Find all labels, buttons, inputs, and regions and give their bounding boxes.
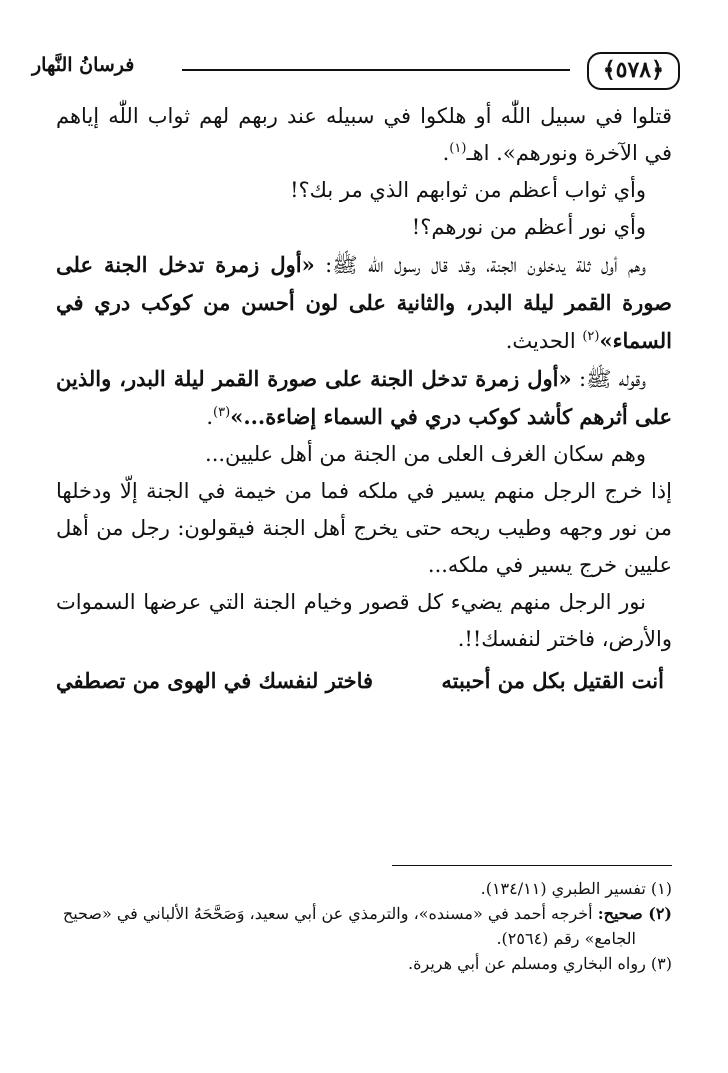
poetry-verse <box>56 662 672 699</box>
paragraph-3: وأي نور أعظم من نورهم؟! <box>411 215 646 239</box>
paragraph-5: وقوله ﷺ: «أول زمرة تدخل الجنة على صورة القمر ليلة البدر، والذين على أثرهم كأشد كوكب دري في السماء إضاءة...»$^{(٣)}$. <box>56 366 672 429</box>
footnote-ref-1: (١) <box>449 141 467 156</box>
paragraph-8: نور الرجل منهم يضيء كل قصور وخيام الجنة التي عرضها السموات والأرض، فاختر لنفسك!!. <box>56 590 672 651</box>
footnote-ref-2: (٢) <box>582 329 600 344</box>
footnote-ref-3: (٣) <box>213 405 231 420</box>
paragraph-2: وأي ثواب أعظم من ثوابهم الذي مر بك؟! <box>290 178 646 202</box>
paragraph-7: إذا خرج الرجل منهم يسير في ملكه فما من خيمة في الجنة إلّا ودخلها من نور وجهه وطيب ريحه حتى يخرج أهل الجنة فيقولون: رجل من أهل عليين خرج يسير في ملكه... <box>56 479 672 577</box>
footnote-2-label: (٢) صحيح: <box>597 904 672 923</box>
footnote-3: (٣) رواه البخاري ومسلم عن أبي هريرة. <box>408 954 672 973</box>
footnote-2-continued: الجامع» رقم (٢٥٦٤). <box>496 929 636 948</box>
page-header <box>32 52 680 92</box>
paragraph-6: وهم سكان الغرف العلى من الجنة من أهل عليين... <box>205 442 646 466</box>
hadith-quote-2: «أول زمرة تدخل الجنة على صورة القمر ليلة البدر، والذين على أثرهم كأشد كوكب دري في السماء إضاءة...» <box>56 366 672 429</box>
footnote-1: (١) تفسير الطبري (١٣٤/١١). <box>480 879 672 898</box>
hadith-quote-1: «أول زمرة تدخل الجنة على صورة القمر ليلة البدر، والثانية على لون أحسن من كوكب دري في السماء» <box>56 252 672 353</box>
body-text <box>56 98 672 699</box>
footnotes <box>52 876 672 976</box>
paragraph-1: قتلوا في سبيل اللّٰه أو هلكوا في سبيله عند ربهم لهم ثواب اللّٰه إياهم في الآخرة ونورهم». اهـ$^{(١)}$. <box>56 104 672 165</box>
footnote-2: (٢) صحيح: أخرجه أحمد في «مسنده»، والترمذي عن أبي سعيد، وَصَحَّحَهُ الألباني في «صحيح <box>62 904 672 923</box>
book-title: فرسانُ النَّهار <box>32 54 135 76</box>
verse-first-hemistich: أنت القتيل بكل من أحببته <box>441 668 664 693</box>
verse-second-hemistich: فاختر لنفسك في الهوى من تصطفي <box>56 668 374 693</box>
footnote-rule <box>392 865 672 866</box>
header-rule <box>182 69 570 71</box>
paragraph-4: وهم أول ثلة يدخلون الجنة، وقد قال رسول اللّٰه ﷺ: «أول زمرة تدخل الجنة على صورة القمر ليلة البدر، والثانية على لون أحسن من كوكب دري في السماء»$^{(٢)}$ الحديث. <box>56 252 672 353</box>
page-number: ﴿٥٧٨﴾ <box>587 52 680 90</box>
